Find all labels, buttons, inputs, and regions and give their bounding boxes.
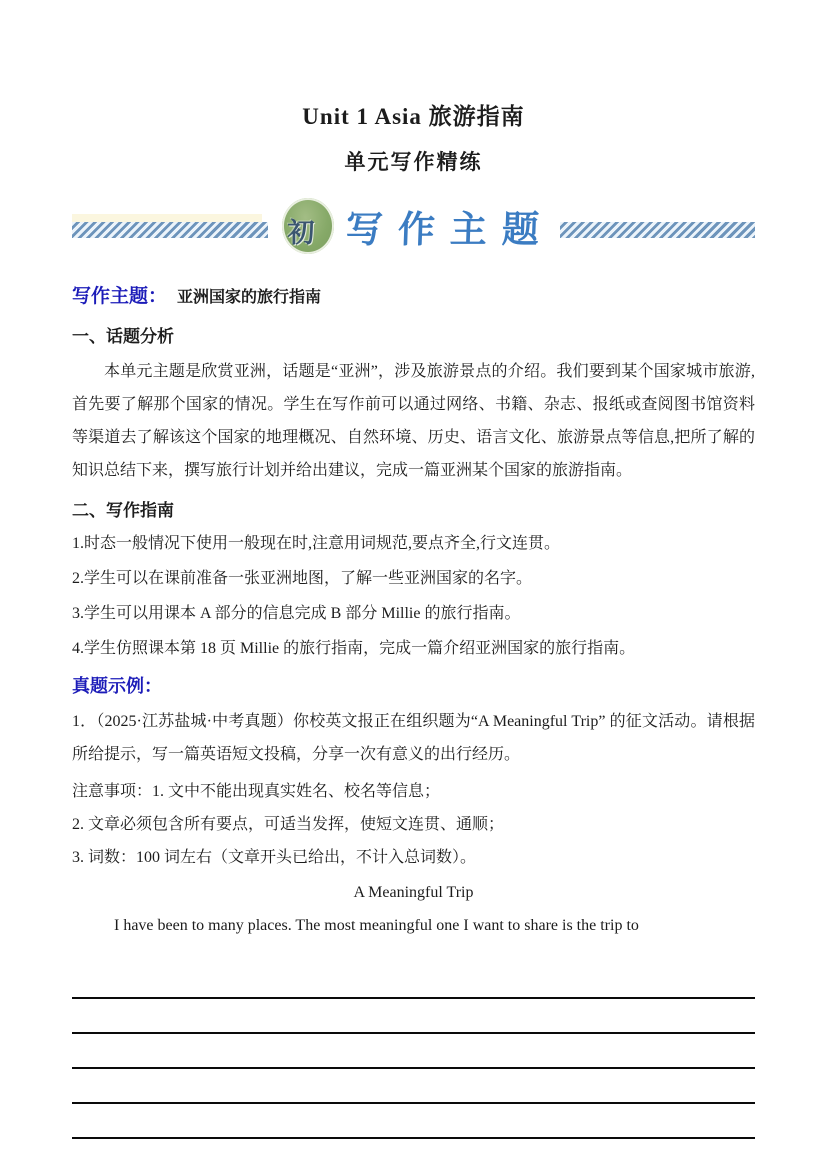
page-subtitle: 单元写作精练 bbox=[344, 150, 483, 174]
hatch-pattern-right bbox=[560, 221, 756, 238]
guide-item-2: 2.学生可以在课前准备一张亚洲地图，了解一些亚洲国家的名字。 bbox=[72, 570, 533, 587]
writing-topic-value: 亚洲国家的旅行指南 bbox=[177, 289, 322, 306]
diagonal-slashes-decoration bbox=[72, 222, 268, 238]
writing-topic-label: 写作主题： bbox=[72, 286, 168, 307]
guide-item-4: 4.学生仿照课本第 18 页 Millie 的旅行指南，完成一篇介绍亚洲国家的旅行指南。 bbox=[72, 640, 636, 657]
page-title: Unit 1 Asia 旅游指南 bbox=[302, 104, 525, 129]
essay-opening-sentence: I have been to many places. The most meaningful one I want to share is the trip to bbox=[114, 917, 639, 934]
exam-notes bbox=[72, 775, 755, 874]
exam-note-2: 2. 文章必须包含所有要点，可适当发挥，使短文连贯、通顺； bbox=[72, 816, 505, 833]
seal-stamp-icon: 初 bbox=[282, 198, 334, 254]
section-banner bbox=[72, 196, 755, 256]
answer-line bbox=[72, 964, 755, 999]
writing-topic-line bbox=[72, 282, 755, 313]
essay-title: A Meaningful Trip bbox=[353, 884, 474, 901]
exam-note-1: 注意事项：1. 文中不能出现真实姓名、校名等信息； bbox=[72, 783, 441, 800]
section-heading-writing-guide: 二、写作指南 bbox=[72, 501, 174, 520]
answer-line bbox=[72, 1104, 755, 1139]
guide-item-1: 1.时态一般情况下使用一般现在时,注意用词规范,要点齐全,行文连贯。 bbox=[72, 535, 561, 552]
answer-line bbox=[72, 999, 755, 1034]
exam-examples-heading: 真题示例： bbox=[72, 676, 162, 696]
banner-title: 写作主题 bbox=[344, 208, 555, 251]
topic-analysis-paragraph: 本单元主题是欣赏亚洲，话题是“亚洲”，涉及旅游景点的介绍。我们要到某个国家城市旅游,首先要了解那个国家的情况。学生在写作前可以通过网络、书籍、杂志、报纸或查阅图书馆资料等渠道去了解该这个国家的地理概况、自然环境、历史、语言文化、旅游景点等信息,把所了解的知识总结下来，撰写旅行计划并给出建议，完成一篇亚洲某个国家的旅游指南。 bbox=[72, 363, 755, 479]
guide-item-3: 3.学生可以用课本 A 部分的信息完成 B 部分 Millie 的旅行指南。 bbox=[72, 605, 521, 622]
answer-line bbox=[72, 1034, 755, 1069]
answer-line bbox=[72, 1069, 755, 1104]
diagonal-slashes-decoration bbox=[560, 222, 756, 238]
exam-note-3: 3. 词数：100 词左右（文章开头已给出，不计入总词数）。 bbox=[72, 849, 477, 866]
section-heading-topic-analysis: 一、话题分析 bbox=[72, 327, 174, 346]
exam-question-text: 1．（2025·江苏盐城·中考真题）你校英文报正在组织题为“A Meaningful Trip” 的征文活动。请根据所给提示，写一篇英语短文投稿，分享一次有意义的出行经历。 bbox=[72, 713, 755, 763]
answer-lines bbox=[72, 964, 755, 1139]
hatch-pattern-left bbox=[72, 221, 268, 238]
